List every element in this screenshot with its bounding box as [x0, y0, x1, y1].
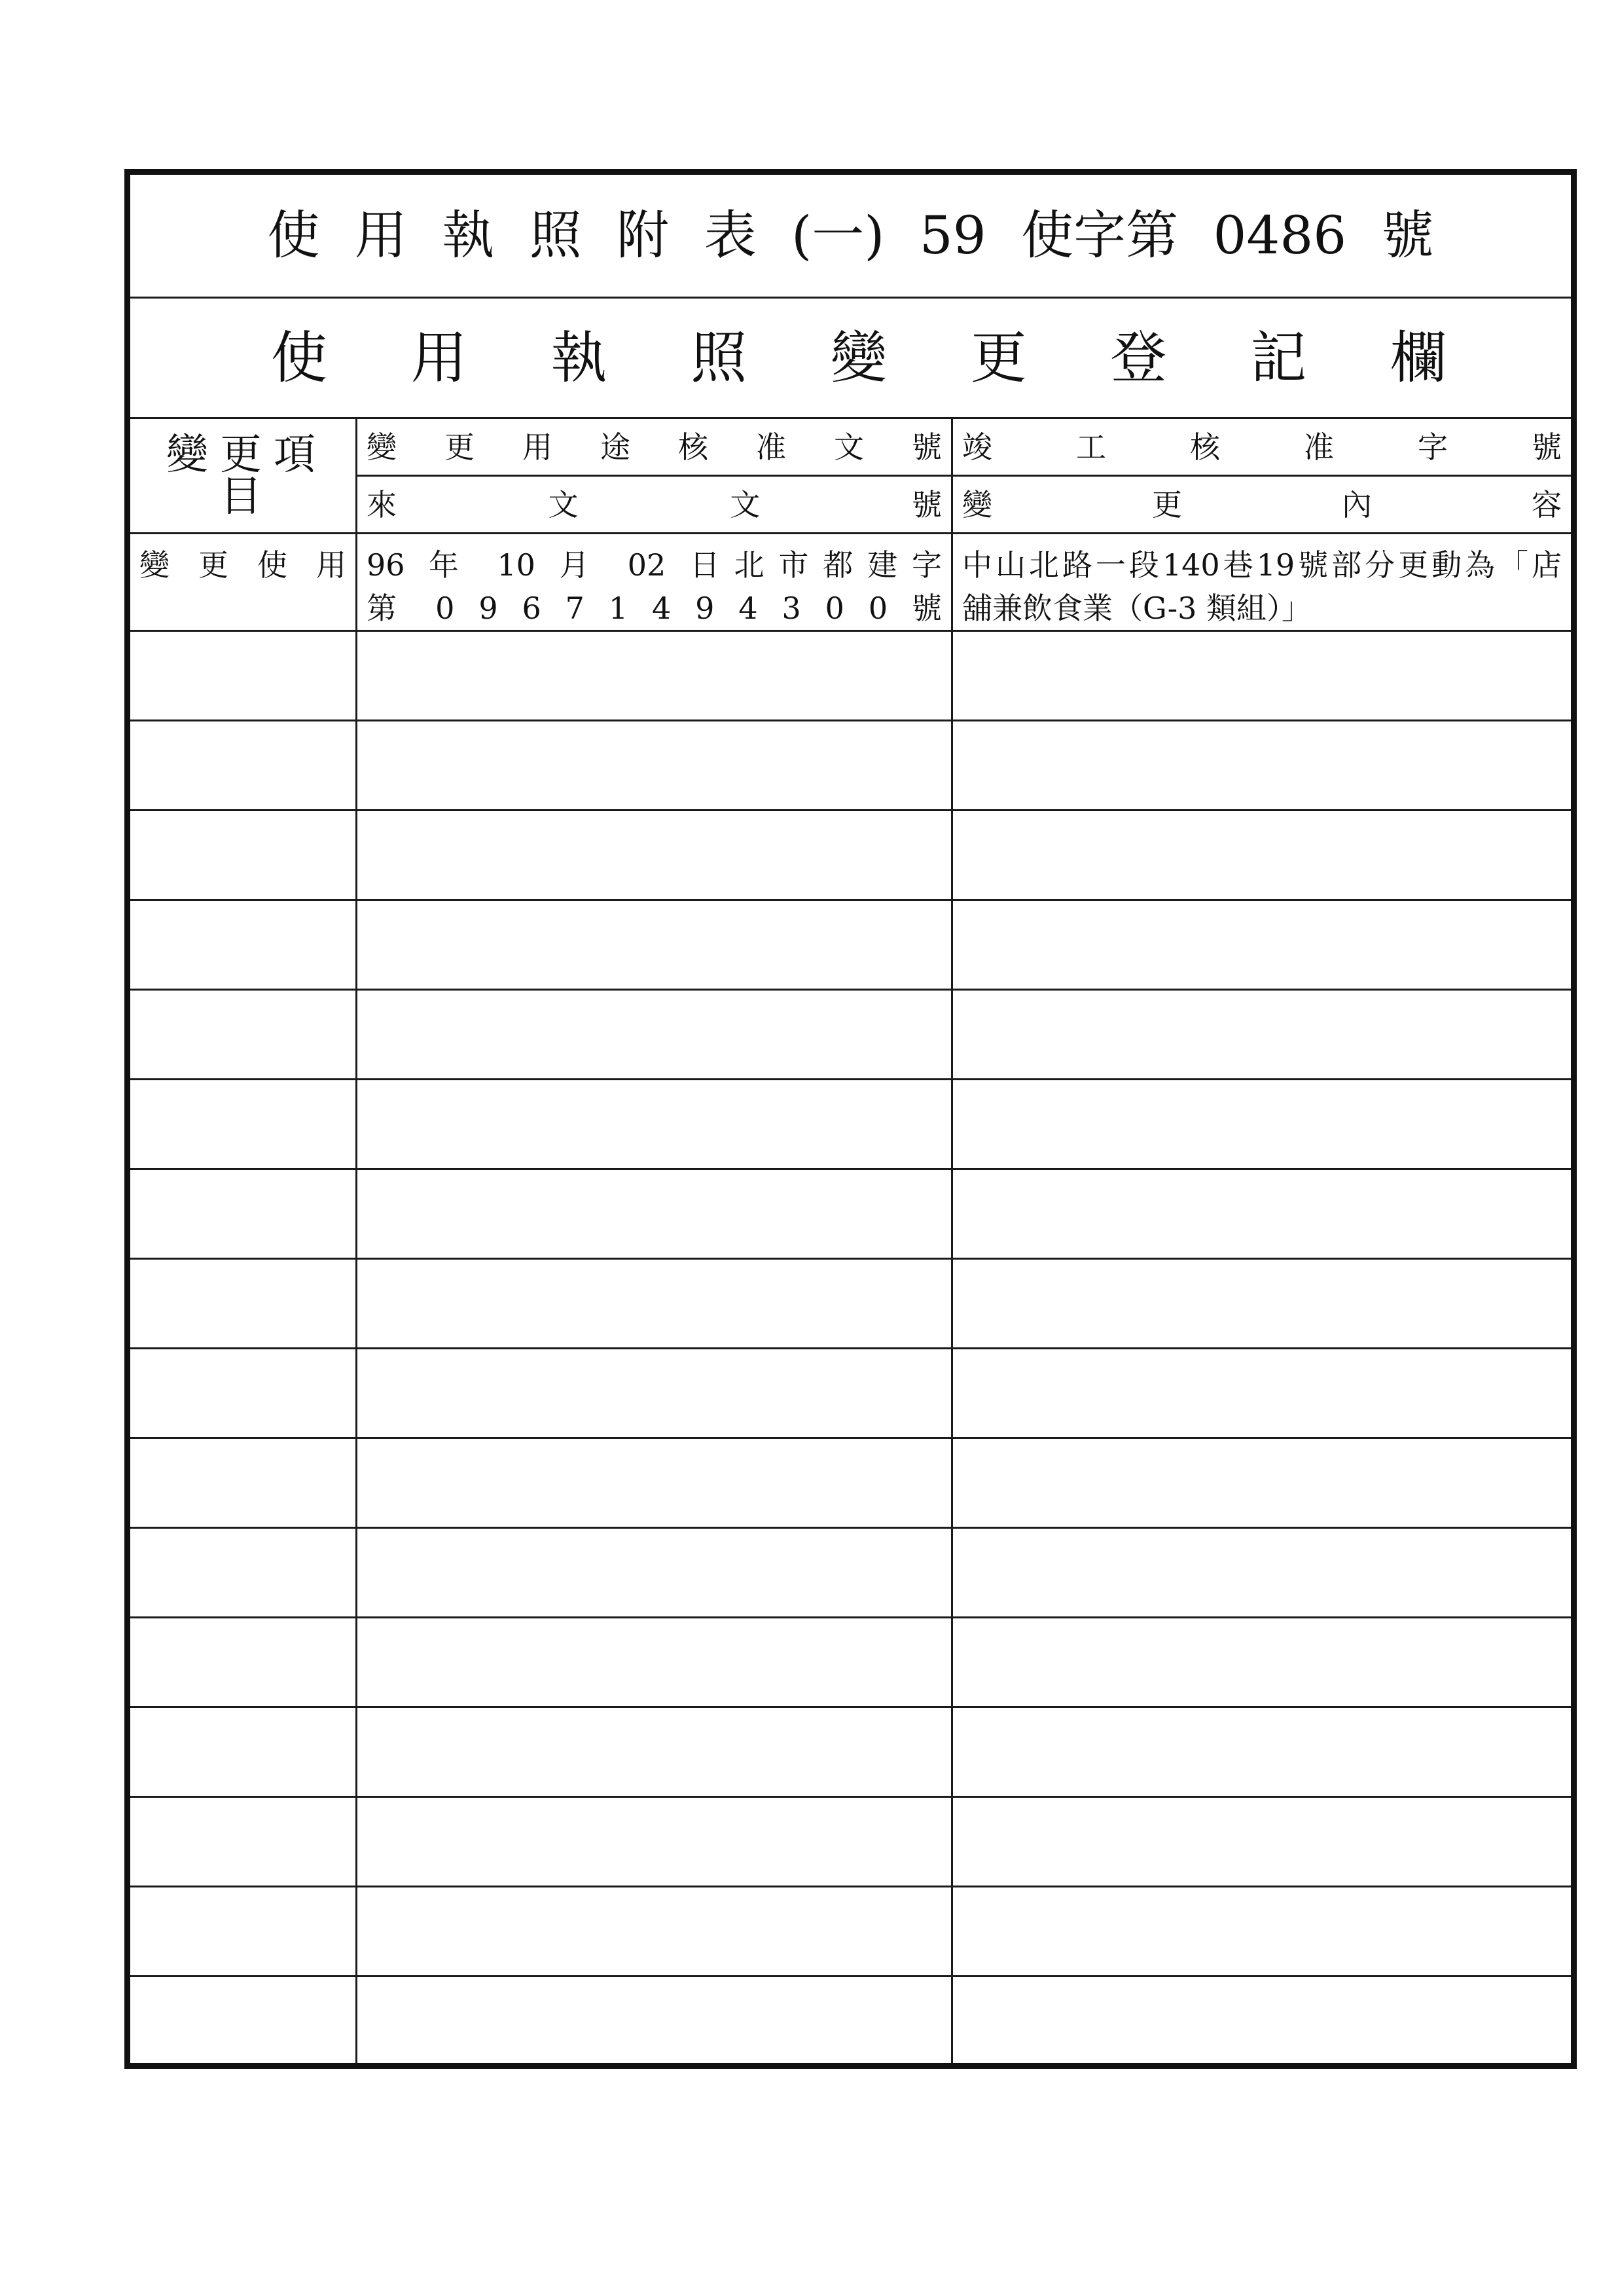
- empty-cell: [128, 990, 357, 1080]
- row-doc-no-line: 96 年 10 月 02 日北市都建字: [367, 547, 942, 583]
- empty-row: [128, 1169, 1574, 1259]
- empty-cell: [357, 1797, 952, 1887]
- row-doc-no-cell: [357, 534, 952, 631]
- header-change-item: 變更項目: [128, 418, 357, 534]
- empty-row: [128, 1887, 1574, 1977]
- empty-cell: [357, 990, 952, 1080]
- empty-cell: [128, 900, 357, 990]
- empty-cell: [357, 900, 952, 990]
- header-completion-no: 竣 工 核 准 字 號: [962, 429, 1562, 465]
- empty-row: [128, 1797, 1574, 1887]
- empty-cell: [952, 1977, 1574, 2066]
- empty-cell: [357, 1528, 952, 1618]
- empty-cell: [128, 1707, 357, 1797]
- empty-row: [128, 1618, 1574, 1707]
- empty-cell: [128, 1618, 357, 1707]
- empty-cell: [952, 990, 1574, 1080]
- empty-cell: [128, 631, 357, 721]
- row-item: 變 更 使 用: [139, 547, 346, 583]
- empty-cell: [952, 1887, 1574, 1977]
- empty-row: [128, 900, 1574, 990]
- empty-row: [128, 990, 1574, 1080]
- empty-cell: [128, 1438, 357, 1528]
- empty-cell: [952, 1797, 1574, 1887]
- permit-change-register-table: [124, 169, 1577, 2069]
- empty-row: [128, 1080, 1574, 1169]
- empty-cell: [128, 1887, 357, 1977]
- empty-row: [128, 1259, 1574, 1349]
- empty-cell: [952, 1349, 1574, 1438]
- row-content-line: 舖兼飲食業（G-3 類組）」: [962, 591, 1312, 626]
- empty-cell: [952, 900, 1574, 990]
- empty-cell: [952, 721, 1574, 811]
- empty-cell: [357, 1707, 952, 1797]
- empty-cell: [952, 631, 1574, 721]
- empty-cell: [357, 1438, 952, 1528]
- empty-row: [128, 1438, 1574, 1528]
- document-title: 使 用 執 照 附 表 (一) 59 使字第 0486 號: [128, 172, 1574, 298]
- empty-row: [128, 1707, 1574, 1797]
- empty-cell: [128, 721, 357, 811]
- row-content-cell: [952, 534, 1574, 631]
- empty-cell: [357, 1169, 952, 1259]
- title-row: [128, 172, 1574, 298]
- empty-cell: [128, 1797, 357, 1887]
- empty-row: [128, 631, 1574, 721]
- empty-cell: [128, 1080, 357, 1169]
- empty-cell: [357, 1887, 952, 1977]
- header-incoming-no: 來 文 文 號: [367, 486, 942, 522]
- header-approval-no-cell: [357, 418, 952, 476]
- header-row-top: [128, 418, 1574, 476]
- empty-cell: [357, 1977, 952, 2066]
- empty-cell: [952, 1707, 1574, 1797]
- empty-cell: [357, 721, 952, 811]
- row-doc-no-line: 第 0 9 6 7 1 4 9 4 3 0 0 號: [367, 591, 942, 626]
- row-item-cell: [128, 534, 357, 631]
- header-change-content-cell: [952, 476, 1574, 534]
- empty-cell: [357, 1618, 952, 1707]
- empty-cell: [357, 1259, 952, 1349]
- empty-row: [128, 1977, 1574, 2066]
- register-subtitle-cell: [128, 298, 1574, 418]
- register-subtitle: 使 用 執 照 變 更 登 記 欄: [271, 325, 1447, 391]
- empty-cell: [952, 1080, 1574, 1169]
- empty-cell: [357, 811, 952, 900]
- empty-cell: [128, 811, 357, 900]
- header-change-content: 變 更 內 容: [962, 486, 1562, 522]
- empty-cell: [952, 1438, 1574, 1528]
- empty-cell: [128, 1977, 357, 2066]
- empty-cell: [357, 1080, 952, 1169]
- row-content-line: 中山北路一段140巷19號部分更動為「店: [962, 547, 1562, 583]
- empty-row: [128, 721, 1574, 811]
- header-completion-no-cell: [952, 418, 1574, 476]
- header-approval-no: 變 更 用 途 核 准 文 號: [367, 429, 942, 465]
- empty-row: [128, 1349, 1574, 1438]
- empty-cell: [357, 631, 952, 721]
- empty-row: [128, 1528, 1574, 1618]
- header-incoming-no-cell: [357, 476, 952, 534]
- empty-row: [128, 811, 1574, 900]
- empty-cell: [952, 1528, 1574, 1618]
- table-row: [128, 534, 1574, 631]
- empty-cell: [952, 811, 1574, 900]
- empty-cell: [952, 1618, 1574, 1707]
- empty-cell: [128, 1259, 357, 1349]
- empty-cell: [357, 1349, 952, 1438]
- empty-cell: [128, 1528, 357, 1618]
- empty-cell: [128, 1349, 357, 1438]
- empty-cell: [952, 1259, 1574, 1349]
- empty-cell: [128, 1169, 357, 1259]
- empty-cell: [952, 1169, 1574, 1259]
- subtitle-row: [128, 298, 1574, 418]
